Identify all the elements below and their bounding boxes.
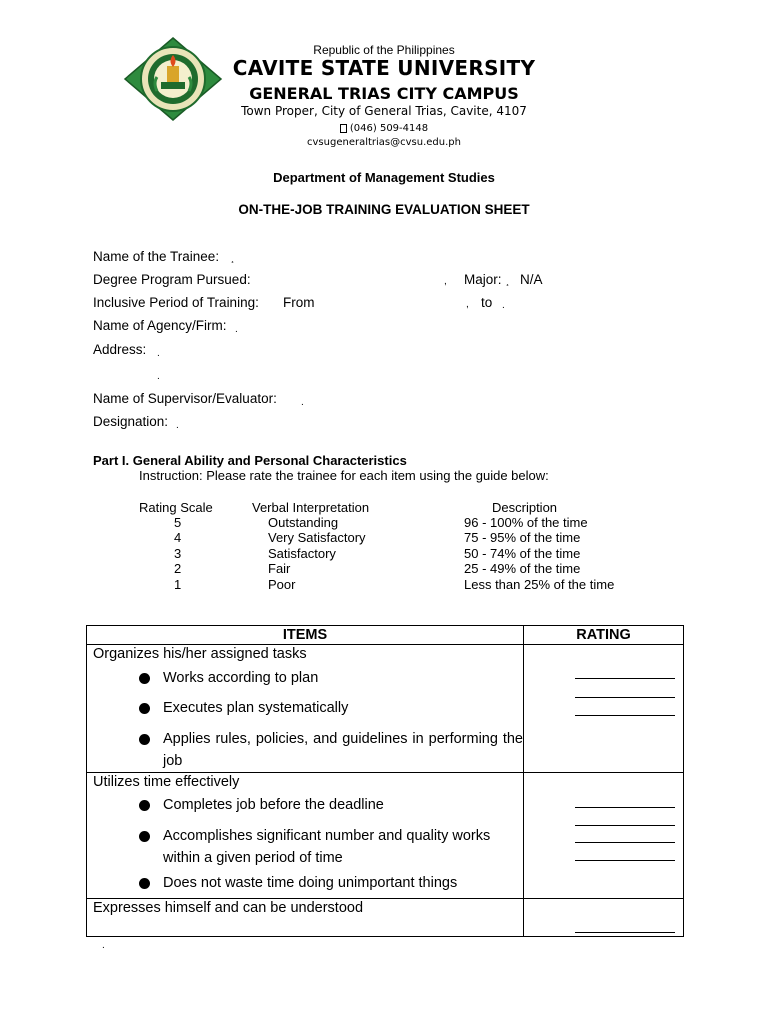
rating-line[interactable] bbox=[575, 860, 675, 861]
rating-line[interactable] bbox=[575, 715, 675, 716]
field-marker: . bbox=[502, 300, 505, 311]
university-name: CAVITE STATE UNIVERSITY bbox=[232, 56, 536, 80]
item-text: Works according to plan bbox=[163, 670, 319, 686]
degree-label: Degree Program Pursued: bbox=[93, 272, 251, 287]
scale-description: 96 - 100% of the time bbox=[464, 515, 588, 530]
table-row bbox=[87, 645, 684, 773]
scale-header-verbal: Verbal Interpretation bbox=[252, 500, 370, 515]
list-item bbox=[87, 825, 523, 869]
field-marker: , bbox=[444, 276, 447, 287]
field-marker: ¸ bbox=[231, 253, 235, 264]
page-marker: . bbox=[102, 940, 105, 951]
item-text: Does not waste time doing unimportant things bbox=[163, 875, 458, 891]
phone-line bbox=[0, 123, 768, 134]
phone-icon bbox=[340, 124, 347, 133]
email-line: cvsugeneraltrias@cvsu.edu.ph bbox=[307, 137, 461, 148]
agency-label: Name of Agency/Firm: bbox=[93, 318, 227, 333]
field-marker: . bbox=[301, 397, 304, 408]
from-label: From bbox=[283, 295, 315, 310]
major-value: N/A bbox=[520, 272, 543, 287]
campus-name: GENERAL TRIAS CITY CAMPUS bbox=[249, 84, 519, 103]
field-marker: ¸ bbox=[506, 276, 510, 287]
scale-verbal: Poor bbox=[268, 577, 296, 592]
scale-rating: 3 bbox=[174, 546, 182, 561]
designation-label: Designation: bbox=[93, 414, 169, 429]
address-label: Address: bbox=[93, 342, 147, 357]
table-header-row bbox=[87, 626, 684, 645]
bullet-icon bbox=[139, 673, 150, 684]
scale-verbal: Outstanding bbox=[268, 515, 339, 530]
scale-verbal: Fair bbox=[268, 561, 291, 576]
scale-verbal: Very Satisfactory bbox=[268, 530, 366, 545]
rating-cell bbox=[524, 899, 684, 937]
field-marker: , bbox=[466, 299, 469, 310]
list-item bbox=[87, 794, 523, 816]
major-label: Major: bbox=[464, 272, 502, 287]
scale-header-description: Description bbox=[492, 500, 558, 515]
table-row bbox=[87, 899, 684, 937]
rating-line[interactable] bbox=[575, 678, 675, 679]
department-name: Department of Management Studies bbox=[273, 170, 495, 185]
scale-rating: 4 bbox=[174, 530, 182, 545]
bullet-icon bbox=[139, 734, 150, 745]
item-group-title: Utilizes time effectively bbox=[93, 774, 240, 790]
scale-rating: 2 bbox=[174, 561, 182, 576]
phone-number: (046) 509-4148 bbox=[349, 123, 429, 134]
item-group-organizes bbox=[87, 645, 524, 773]
list-item bbox=[87, 667, 523, 689]
items-column-header: ITEMS bbox=[87, 626, 524, 645]
rating-line[interactable] bbox=[575, 825, 675, 826]
bullet-icon bbox=[139, 800, 150, 811]
scale-description: 25 - 49% of the time bbox=[464, 561, 581, 576]
field-marker: . bbox=[176, 420, 179, 431]
rating-line[interactable] bbox=[575, 842, 675, 843]
field-marker: . bbox=[157, 371, 160, 382]
bullet-icon bbox=[139, 703, 150, 714]
item-text: Accomplishes significant number and quality works within a given period of time bbox=[163, 828, 491, 866]
scale-verbal: Satisfactory bbox=[268, 546, 336, 561]
supervisor-label: Name of Supervisor/Evaluator: bbox=[93, 391, 277, 406]
rating-line[interactable] bbox=[575, 807, 675, 808]
rating-line[interactable] bbox=[575, 697, 675, 698]
period-label: Inclusive Period of Training: bbox=[93, 295, 259, 310]
item-text: Completes job before the deadline bbox=[163, 797, 384, 813]
table-row bbox=[87, 773, 684, 899]
rating-cell bbox=[524, 773, 684, 899]
part1-title: Part I. General Ability and Personal Characteristics bbox=[93, 453, 407, 468]
list-item bbox=[87, 728, 523, 772]
item-text: Executes plan systematically bbox=[163, 700, 349, 716]
item-text: Applies rules, policies, and guidelines in performing the job bbox=[163, 731, 523, 769]
rating-column-header: RATING bbox=[524, 626, 684, 645]
form-title: ON-THE-JOB TRAINING EVALUATION SHEET bbox=[238, 202, 530, 217]
republic-line: Republic of the Philippines bbox=[313, 43, 455, 57]
scale-header-rating: Rating Scale bbox=[139, 500, 213, 515]
campus-address: Town Proper, City of General Trias, Cavite, 4107 bbox=[241, 104, 527, 118]
item-group-title: Organizes his/her assigned tasks bbox=[93, 646, 307, 662]
evaluation-table bbox=[86, 625, 684, 937]
scale-description: Less than 25% of the time bbox=[464, 577, 615, 592]
trainee-label: Name of the Trainee: bbox=[93, 249, 220, 264]
list-item bbox=[87, 872, 523, 894]
bullet-icon bbox=[139, 831, 150, 842]
scale-rating: 1 bbox=[174, 577, 182, 592]
item-group-utilizes-time bbox=[87, 773, 524, 899]
scale-description: 75 - 95% of the time bbox=[464, 530, 581, 545]
part1-instruction: Instruction: Please rate the trainee for each item using the guide below: bbox=[139, 468, 549, 483]
bullet-icon bbox=[139, 878, 150, 889]
field-marker: . bbox=[235, 324, 238, 335]
item-group-title: Expresses himself and can be understood bbox=[93, 900, 364, 916]
list-item bbox=[87, 697, 523, 719]
item-group-expresses bbox=[87, 899, 524, 937]
rating-line[interactable] bbox=[575, 932, 675, 933]
scale-rating: 5 bbox=[174, 515, 182, 530]
field-marker: . bbox=[157, 348, 160, 359]
rating-cell bbox=[524, 645, 684, 773]
to-label: to bbox=[481, 295, 493, 310]
scale-description: 50 - 74% of the time bbox=[464, 546, 581, 561]
